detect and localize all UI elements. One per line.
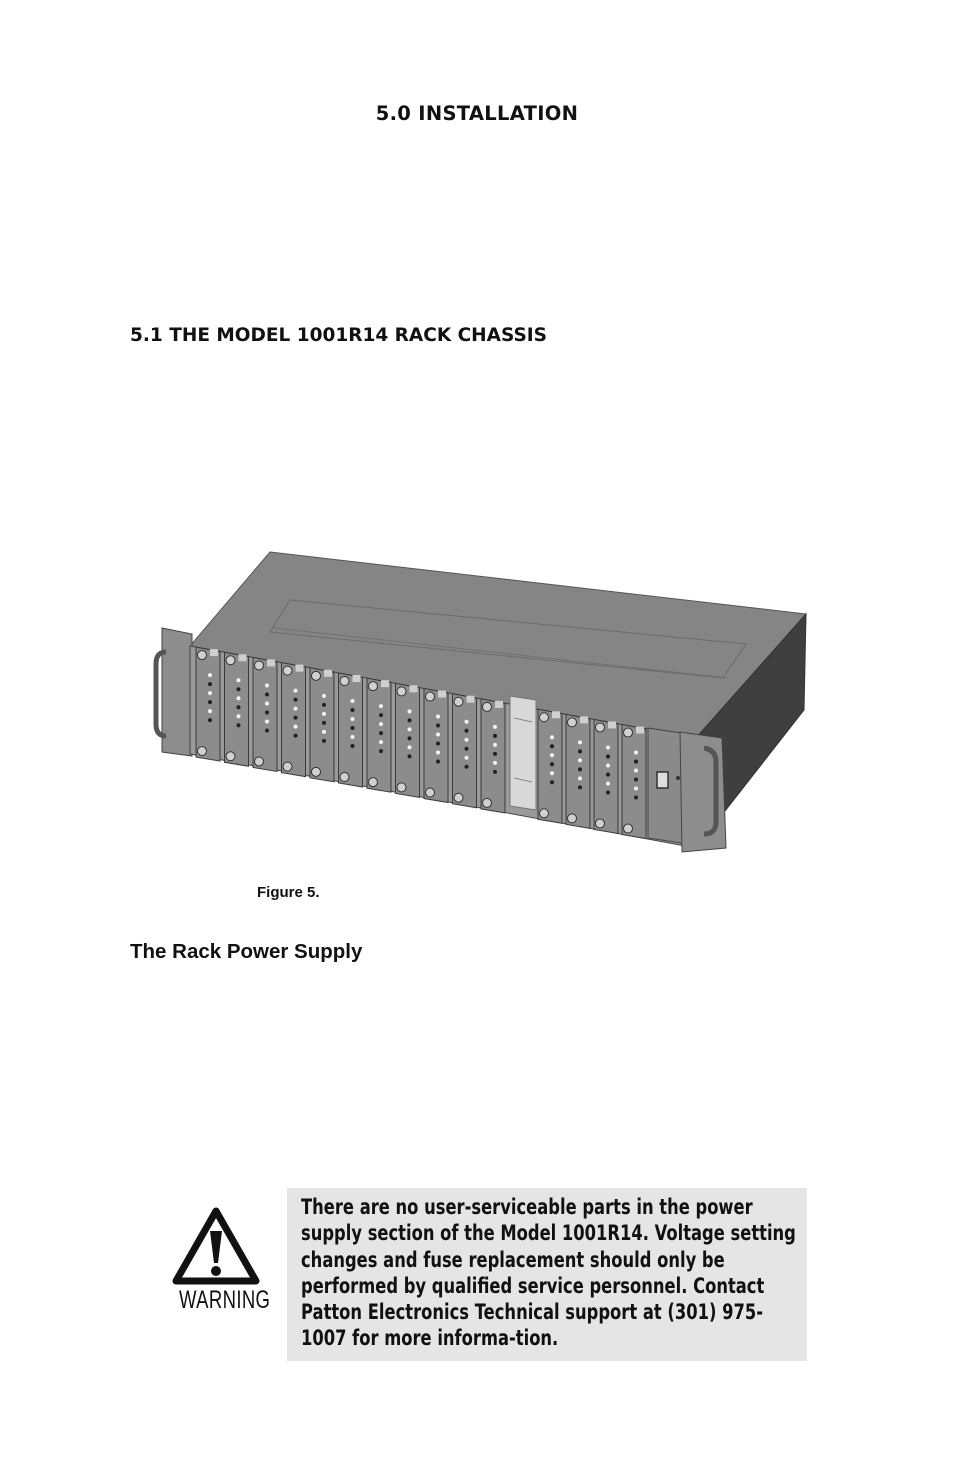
rack-card-led [294,716,298,720]
rack-card-led [208,700,212,704]
rack-card-led [208,691,212,695]
rack-card-led [208,709,212,713]
rack-card-screw [340,773,349,782]
rack-card-led [550,744,554,748]
rack-card-led [265,692,269,696]
rack-card-led [379,704,383,708]
rack-card [396,683,420,797]
rack-card-led [408,709,412,713]
rack-card-label [552,711,560,718]
rack-card-label [239,654,247,661]
rack-card-led [493,752,497,756]
rack-card-led [379,740,383,744]
rack-card [622,725,646,839]
rack-card-led [379,722,383,726]
rack-card-led [408,754,412,758]
rack-card-screw [624,728,633,737]
rack-card-led [465,738,469,742]
rack-card-led [208,718,212,722]
rack-card-led [606,754,610,758]
rack-card [566,714,590,828]
rack-card-screw [283,666,292,675]
rack-card-led [237,705,241,709]
rack-card-led [294,707,298,711]
rack-card-led [379,713,383,717]
rack-card-led [493,770,497,774]
rack-card-screw [454,697,463,706]
rack-card-label [324,670,332,677]
rack-card-led [578,767,582,771]
rack-card-led [606,781,610,785]
rack-card-screw [397,687,406,696]
rack-card-led [208,673,212,677]
rack-card-led [379,749,383,753]
rack-card [253,657,277,771]
rack-card-label [580,716,588,723]
rack-card-led [465,756,469,760]
rack-card-led [578,740,582,744]
rack-card-screw [397,783,406,792]
rack-card-led [322,703,326,707]
rack-card-screw [283,762,292,771]
rack-card-led [322,712,326,716]
rack-card-led [465,765,469,769]
rack-card-screw [369,682,378,691]
rack-card [310,668,334,782]
rack-card-led [436,742,440,746]
rack-card-led [493,734,497,738]
rack-card-led [493,725,497,729]
rack-card-screw [312,767,321,776]
rack-card [538,709,562,823]
rack-card-led [351,726,355,730]
warning-box [287,1188,807,1361]
rack-card-led [237,714,241,718]
rack-card-led [408,736,412,740]
rack-card-led [351,699,355,703]
rack-card-led [322,730,326,734]
rack-card-led [550,780,554,784]
rack-card-label [495,701,503,708]
rack-card-led [634,796,638,800]
rack-card-led [634,787,638,791]
rack-card-led [294,689,298,693]
rack-card-screw [540,809,549,818]
rack-chassis-illustration [148,548,810,858]
rack-card-led [237,678,241,682]
rack-card-led [634,751,638,755]
rack-card-led [465,720,469,724]
rack-card-screw [255,661,264,670]
rack-card-led [408,718,412,722]
rack-card-led [436,751,440,755]
rack-card-led [606,790,610,794]
rack-card-led [550,762,554,766]
rack-card-screw [483,702,492,711]
rack-card-label [410,685,418,692]
rack-card-screw [198,747,207,756]
rack-card-led [634,760,638,764]
rack-card-led [606,772,610,776]
rack-card-label [438,691,446,698]
rack-card-screw [596,723,605,732]
rack-card-led [634,778,638,782]
rack-card [339,673,363,787]
rack-card-led [550,753,554,757]
rack-card-led [265,701,269,705]
rack-card-led [465,729,469,733]
rack-card-label [267,659,275,666]
rack-card-label [381,680,389,687]
rack-card-label [353,675,361,682]
rack-card-screw [226,752,235,761]
rack-card-led [237,687,241,691]
rack-card [424,689,448,803]
rack-card-led [208,682,212,686]
rack-card-led [550,735,554,739]
rack-card-led [237,723,241,727]
rack-card-led [436,760,440,764]
rack-card-led [578,776,582,780]
rack-card-led [294,698,298,702]
rack-card-led [237,696,241,700]
rack-card-led [379,731,383,735]
rack-card [453,694,477,808]
rack-card-led [578,758,582,762]
rack-card-led [408,745,412,749]
rack-card-led [265,683,269,687]
rack-card-screw [426,692,435,701]
rack-card-led [294,734,298,738]
rack-card-led [351,717,355,721]
rack-card-led [436,733,440,737]
rack-card-screw [426,788,435,797]
rack-card-screw [568,814,577,823]
rack-card [282,663,306,777]
rack-card-label [608,721,616,728]
rack-card-screw [540,713,549,722]
rack-card-led [578,785,582,789]
rack-card-screw [483,798,492,807]
rack-card-led [294,725,298,729]
rack-card-led [351,735,355,739]
rack-card-screw [624,824,633,833]
warning-label: WARNING [179,1286,271,1314]
rack-card-led [408,727,412,731]
rack-card [594,719,618,833]
rack-card-led [606,745,610,749]
rack-card-led [606,763,610,767]
rack-card-led [265,728,269,732]
rack-card-screw [369,778,378,787]
rack-card-screw [255,757,264,766]
rack-card-screw [596,819,605,828]
rack-card-led [322,739,326,743]
rack-card-led [578,749,582,753]
rack-card-label [296,665,304,672]
rack-card [196,647,220,761]
rack-card-led [436,724,440,728]
rack-card-screw [568,718,577,727]
rack-card-led [493,761,497,765]
section-title-power-supply: The Rack Power Supply [130,940,363,963]
rack-card-screw [226,656,235,665]
rack-card-led [265,719,269,723]
rack-card-led [265,710,269,714]
rack-card-led [322,694,326,698]
figure-caption: Figure 5. [257,884,320,901]
rack-card-screw [454,793,463,802]
rack-card-screw [198,651,207,660]
rack-card-screw [340,677,349,686]
rack-card [225,652,249,766]
rack-card-label [636,727,644,734]
rack-card [367,678,391,792]
rack-card-led [465,747,469,751]
rack-card-led [493,743,497,747]
section-title-installation: 5.0 INSTALLATION [375,102,579,125]
rack-card-led [436,715,440,719]
rack-card [481,699,505,813]
warning-text: There are no user-serviceable parts in the power supply section of the Model 1001R14. Voltage setting changes and fuse replacement should only be performed by qualified service personnel. Contact Patton Electronics Technical support at (301) 975-1007 for more informa-tion. [301,1195,796,1352]
rack-card-screw [312,671,321,680]
rack-card-led [634,769,638,773]
section-title-rack-chassis: 5.1 THE MODEL 1001R14 RACK CHASSIS [130,325,547,346]
rack-card-label [467,696,475,703]
rack-card-led [322,721,326,725]
rack-card-led [351,708,355,712]
rack-card-led [351,744,355,748]
rack-card-label [210,649,218,656]
rack-card-led [550,771,554,775]
